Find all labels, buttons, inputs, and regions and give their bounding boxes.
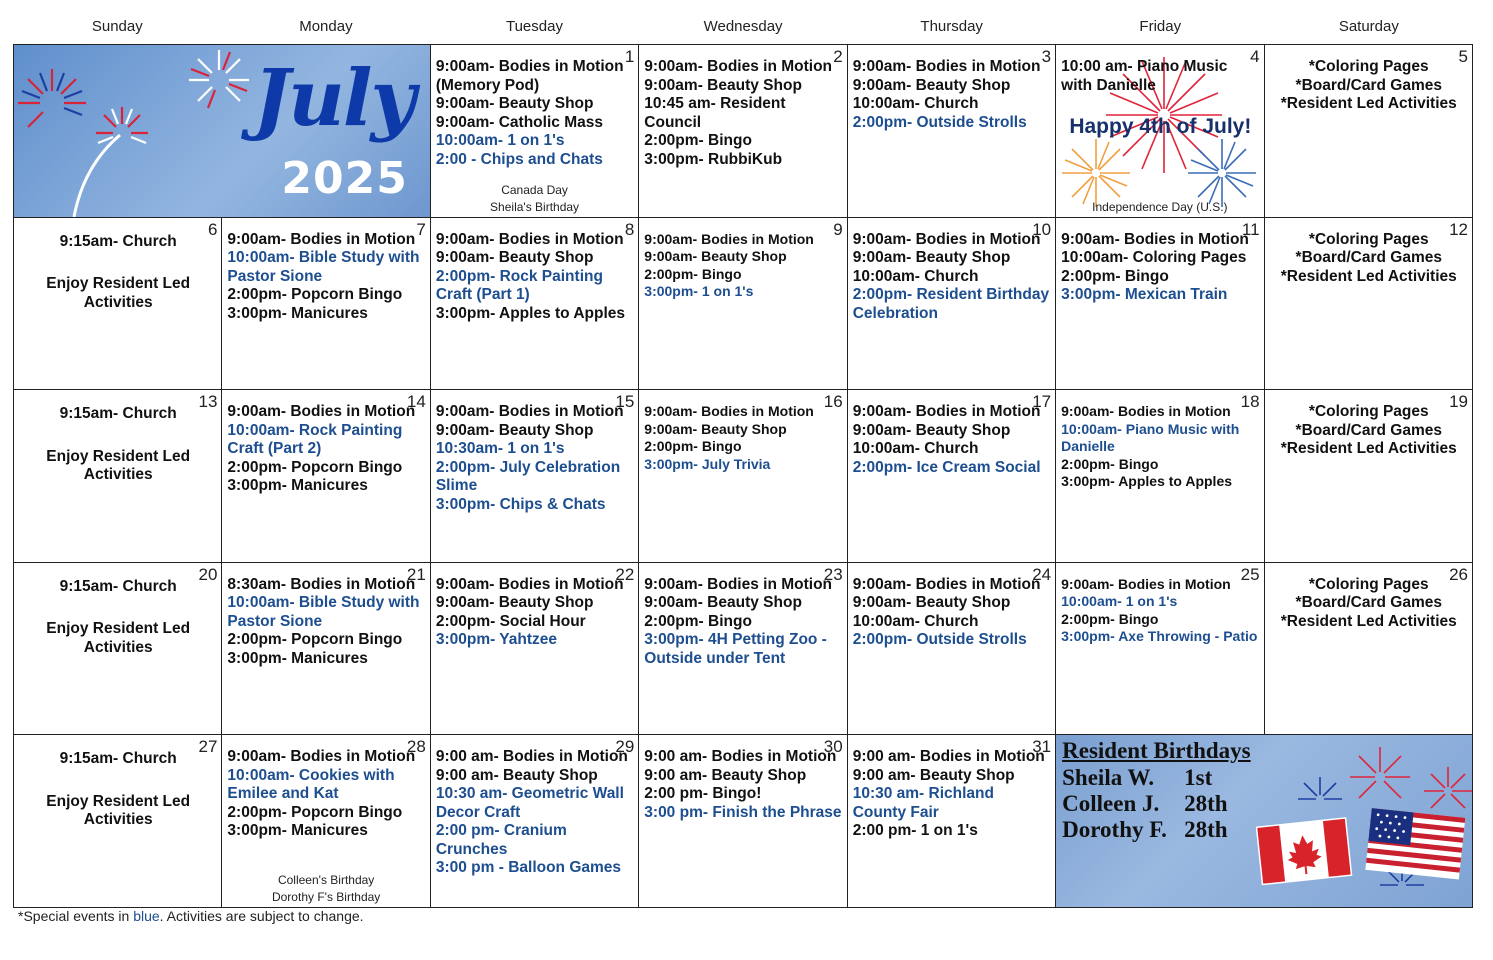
birthday-title: Resident Birthdays: [1062, 738, 1251, 764]
activity: Enjoy Resident Led Activities: [46, 620, 191, 656]
special-event: 10:30am- 1 on 1's: [435, 440, 565, 458]
day-cell: [431, 390, 639, 563]
activity: 9:15am- Church: [59, 750, 177, 768]
day-cell: [222, 390, 430, 563]
day-number: 24: [1032, 564, 1052, 584]
activity: 2:00 pm- Bingo!: [644, 785, 762, 803]
day-cell: [848, 735, 1056, 908]
day-number: 21: [406, 564, 426, 584]
activity: 9:00 am- Bodies in Motion: [852, 748, 1045, 766]
special-event: 2:00pm- Rock Painting Craft (Part 1): [435, 267, 603, 304]
activity: Enjoy Resident Led Activities: [46, 447, 191, 484]
birthday-name: Dorothy F.: [1062, 817, 1167, 843]
activity: 3:00pm- Manicures: [227, 477, 368, 495]
activity-list: [853, 403, 1051, 477]
special-event: 3:00pm- July Trivia: [644, 455, 771, 472]
activity: 9:00am- Bodies in Motion: [227, 748, 416, 766]
activity: 9:00 am- Bodies in Motion: [435, 748, 628, 766]
note-line: Canada Day: [501, 182, 568, 197]
special-event: 3:00pm- Yahtzee: [435, 631, 558, 649]
note-line: Dorothy F's Birthday: [271, 890, 381, 904]
day-number: 12: [1449, 219, 1468, 239]
activity-list: [644, 58, 842, 169]
day-number: 8: [624, 219, 635, 239]
day-cell: [431, 218, 639, 391]
month-title: July: [253, 53, 414, 144]
calendar-grid: [13, 44, 1473, 908]
activity-list: [227, 748, 425, 841]
day-number: 6: [207, 219, 218, 239]
activity: 9:00am- Bodies in Motion: [644, 403, 814, 420]
day-cell: [222, 735, 430, 908]
activity: 9:00 am- Beauty Shop: [852, 766, 1015, 784]
birthday-day: 28th: [1184, 817, 1228, 843]
activity-list: [436, 58, 634, 169]
day-number: 10: [1032, 219, 1052, 239]
note-line: Sheila's Birthday: [490, 199, 580, 214]
activity: 9:15am- Church: [59, 232, 177, 250]
birthday-panel: [1056, 735, 1473, 908]
activity-list: [436, 576, 634, 650]
note-line: Colleen's Birthday: [277, 873, 375, 887]
activity: *Coloring Pages: [1308, 575, 1429, 593]
day-note: [431, 182, 638, 216]
activity: Enjoy Resident Led Activities: [46, 275, 191, 311]
activity: 10:45 am- Resident Council: [644, 95, 786, 131]
activity: *Board/Card Games: [1295, 594, 1442, 612]
special-event: 2:00pm- July Celebration Slime: [435, 458, 621, 495]
activity: 3:00pm- Apples to Apples: [435, 304, 626, 322]
day-number: 4: [1250, 47, 1260, 66]
activity: 9:00am- Bodies in Motion: [852, 230, 1041, 248]
day-number: 30: [823, 737, 843, 757]
day-cell: [639, 563, 847, 736]
activity: 9:00am- Beauty Shop: [852, 421, 1011, 439]
day-cell: [222, 563, 430, 736]
activity: *Coloring Pages: [1308, 58, 1429, 75]
day-number: 26: [1449, 564, 1468, 584]
day-cell: [431, 45, 639, 218]
day-number: 27: [198, 737, 218, 757]
special-event: 3:00pm- Axe Throwing - Patio: [1061, 628, 1258, 645]
birthday-day: 1st: [1184, 765, 1213, 791]
activity: 9:00am- Beauty Shop: [435, 249, 594, 267]
day-cell: [1265, 45, 1473, 218]
day-number: 16: [823, 392, 843, 412]
day-number: 31: [1032, 737, 1052, 757]
day-cell: [639, 218, 847, 391]
day-cell: [848, 390, 1056, 563]
activity: 2:00pm- Bingo: [644, 132, 752, 149]
activity-list: [1061, 231, 1259, 305]
year-title: 2025: [281, 153, 408, 204]
activity: *Resident Led Activities: [1280, 95, 1457, 112]
activity: 9:15am- Church: [59, 577, 177, 595]
special-event: 2:00pm- Ice Cream Social: [852, 458, 1041, 476]
activity: 9:00am- Bodies in Motion: [852, 58, 1041, 75]
day-cell: [639, 390, 847, 563]
day-cell: [14, 390, 222, 563]
day-cell: [1265, 390, 1473, 563]
day-number: 11: [1241, 219, 1260, 239]
activity: 9:00am- Bodies in Motion: [644, 58, 833, 75]
day-number: 2: [833, 47, 843, 66]
activity-list: [436, 748, 634, 878]
activity: 9:00am- Bodies in Motion: [227, 230, 416, 248]
activity: 2:00 pm- 1 on 1's: [852, 822, 978, 840]
activity-list: [227, 403, 425, 496]
day-number: 22: [615, 564, 635, 584]
activity: 2:00pm- Bingo: [644, 438, 742, 455]
activity: 9:00am- Beauty Shop: [852, 76, 1011, 94]
special-event: 10:00am- 1 on 1's: [435, 132, 565, 149]
day-cell: [1056, 563, 1264, 736]
activity: 9:00am- Bodies in Motion: [1061, 230, 1249, 248]
day-number: 17: [1032, 392, 1052, 412]
day-number: 5: [1458, 47, 1468, 66]
fireworks-icon: [14, 45, 274, 217]
special-event: 2:00 pm- Cranium Crunches: [435, 822, 567, 858]
activity: 9:00am- Beauty Shop: [852, 249, 1011, 267]
day-cell: [431, 563, 639, 736]
weekday-label: Saturday: [1338, 18, 1399, 35]
activity: 2:00pm- Social Hour: [435, 612, 586, 630]
birthday-day: 28th: [1184, 791, 1228, 817]
activity-list: [644, 748, 842, 822]
activity: 10:00am- Coloring Pages: [1061, 249, 1247, 267]
day-cell: [1056, 390, 1264, 563]
weekday-label: Friday: [1139, 18, 1182, 35]
day-number: 3: [1041, 47, 1052, 66]
activity: 9:00am- Bodies in Motion: [1061, 575, 1231, 592]
day-note: [1056, 199, 1263, 216]
weekday-label: Wednesday: [703, 18, 783, 35]
activity: 9:00am- Beauty Shop: [435, 95, 594, 112]
activity: *Resident Led Activities: [1280, 440, 1457, 458]
special-event: 3:00pm- Chips & Chats: [435, 495, 606, 513]
day-number: 13: [198, 392, 218, 412]
activity: *Resident Led Activities: [1280, 612, 1457, 630]
day-number: 18: [1240, 392, 1260, 412]
birthday-name: Colleen J.: [1062, 791, 1160, 817]
activity-list: [644, 576, 842, 669]
day-cell: [14, 563, 222, 736]
activity-list: [644, 403, 842, 473]
day-cell: [848, 45, 1056, 218]
day-cell: [639, 45, 847, 218]
activity: *Coloring Pages: [1308, 230, 1429, 248]
special-event: 10:00am- 1 on 1's: [1061, 593, 1178, 610]
special-event: 3:00 pm - Balloon Games: [435, 859, 622, 877]
activity: 9:00am- Beauty Shop: [644, 248, 787, 265]
activity: 9:00am- Bodies in Motion: [852, 575, 1041, 593]
activity: 10:00am- Church: [852, 440, 979, 458]
day-number: 1: [624, 47, 635, 66]
special-event: 3:00pm- 1 on 1's: [644, 283, 754, 300]
activity-list: [853, 58, 1051, 132]
day-number: 28: [406, 737, 426, 757]
canada-flag-icon: [1256, 813, 1356, 889]
day-note: [222, 872, 429, 906]
day-cell: [1056, 45, 1264, 218]
activity: 10:00am- Church: [852, 267, 979, 285]
footer-blue-word: blue: [133, 908, 160, 924]
weekday-label: Thursday: [920, 18, 983, 35]
activity: 9:00am- Bodies in Motion: [435, 403, 624, 421]
activity: 3:00pm- Manicures: [227, 822, 368, 840]
day-number: 23: [823, 564, 843, 584]
activity: 9:00am- Beauty Shop: [435, 421, 594, 439]
activity-list: [436, 231, 634, 324]
special-event: 2:00pm- Outside Strolls: [852, 631, 1027, 649]
month-banner: [14, 45, 431, 218]
day-cell: [848, 218, 1056, 391]
special-event: 2:00pm- Outside Strolls: [852, 113, 1027, 131]
holiday-greeting: Happy 4th of July!: [1069, 115, 1252, 138]
activity: 2:00pm- Bingo: [644, 265, 742, 282]
day-cell: [1056, 218, 1264, 391]
day-number: 15: [615, 392, 635, 412]
activity: 2:00pm- Popcorn Bingo: [227, 631, 403, 649]
activity: 9:00am- Bodies in Motion: [435, 230, 624, 248]
activity-list: [644, 231, 842, 301]
day-number: 29: [615, 737, 635, 757]
activity-list: [1061, 403, 1259, 491]
activity: *Resident Led Activities: [1280, 267, 1457, 285]
footer-text: *Special events in: [18, 908, 134, 924]
day-cell: [14, 735, 222, 908]
day-number: 19: [1449, 392, 1468, 412]
note-line: Independence Day (U.S.): [1092, 199, 1228, 214]
activity: 2:00pm- Bingo: [1061, 267, 1169, 285]
activity: 2:00pm- Popcorn Bingo: [227, 458, 403, 476]
day-number: 20: [198, 564, 218, 584]
activity: 2:00pm- Bingo: [644, 612, 752, 630]
activity: 2:00pm- Popcorn Bingo: [227, 803, 403, 821]
activity: 9:00am- Bodies in Motion: [852, 403, 1041, 421]
weekday-label: Tuesday: [505, 18, 563, 35]
day-number: 9: [833, 219, 843, 239]
activity: 3:00pm- Apples to Apples: [1061, 473, 1233, 490]
day-number: 7: [416, 219, 426, 239]
activity: *Board/Card Games: [1295, 421, 1442, 439]
activity: 9:00am- Beauty Shop: [435, 594, 594, 612]
special-event: 10:00am- Piano Music with Danielle: [1061, 420, 1240, 455]
activity: 9:00am- Bodies in Motion: [644, 575, 833, 593]
special-event: 10:00am- Bible Study with Pastor Sione: [227, 249, 420, 285]
day-number: 25: [1240, 564, 1260, 584]
activity: 9:15am- Church: [59, 405, 177, 423]
footer-note: [18, 908, 364, 924]
activity: 9:00am- Bodies in Motion: [435, 575, 624, 593]
birthday-name: Sheila W.: [1062, 765, 1155, 791]
activity-list: [436, 403, 634, 514]
special-event: 10:30 am- Richland County Fair: [852, 785, 994, 821]
activity: 2:00pm- Bingo: [1061, 610, 1159, 627]
activity: 10:00am- Church: [852, 612, 979, 630]
footer-text: . Activities are subject to change.: [159, 908, 364, 924]
activity-list: [853, 576, 1051, 650]
weekday-header: [13, 18, 1473, 38]
special-event: 10:30 am- Geometric Wall Decor Craft: [435, 785, 624, 821]
special-event: 10:00am- Cookies with Emilee and Kat: [227, 766, 395, 803]
activity: 9:00 am- Beauty Shop: [644, 766, 807, 784]
special-event: 3:00pm- 4H Petting Zoo - Outside under Tent: [644, 631, 827, 667]
special-event: 2:00 - Chips and Chats: [435, 150, 603, 168]
day-cell: [14, 218, 222, 391]
weekday-label: Monday: [299, 18, 353, 35]
weekday-label: Sunday: [91, 18, 143, 35]
activity-list: [1061, 58, 1259, 95]
activity: *Board/Card Games: [1295, 249, 1442, 267]
day-cell: [848, 563, 1056, 736]
activity: 9:00am- Beauty Shop: [644, 420, 787, 437]
activity: 9:00am- Beauty Shop: [644, 594, 802, 612]
activity: 9:00am- Bodies in Motion: [644, 230, 814, 247]
activity: 8:30am- Bodies in Motion: [227, 575, 416, 593]
activity-list: [1061, 576, 1259, 646]
special-event: 10:00am- Rock Painting Craft (Part 2): [227, 421, 403, 458]
activity: *Board/Card Games: [1295, 76, 1442, 94]
special-event: 3:00pm- Mexican Train: [1061, 286, 1228, 304]
day-cell: [1265, 563, 1473, 736]
activity: 9:00am- Catholic Mass: [435, 113, 603, 131]
activity-list: [853, 231, 1051, 324]
us-flag-icon: [1362, 805, 1472, 889]
activity: 3:00pm- RubbiKub: [644, 150, 783, 168]
activity: 3:00pm- Manicures: [227, 649, 368, 667]
special-event: 2:00pm- Resident Birthday Celebration: [852, 286, 1050, 322]
activity: 9:00am- Bodies in Motion: [1061, 403, 1231, 420]
activity: 10:00 am- Piano Music with Danielle: [1061, 58, 1228, 94]
activity: Enjoy Resident Led Activities: [46, 792, 191, 829]
activity-list: [227, 231, 425, 324]
activity: 9:00am- Beauty Shop: [644, 76, 802, 94]
activity: 9:00am- Bodies in Motion (Memory Pod): [435, 58, 624, 94]
activity: 9:00 am- Beauty Shop: [435, 766, 598, 784]
day-cell: [1265, 218, 1473, 391]
activity: 9:00am- Bodies in Motion: [227, 403, 416, 421]
activity: 2:00pm- Bingo: [1061, 455, 1159, 472]
day-cell: [222, 218, 430, 391]
activity: *Coloring Pages: [1308, 403, 1429, 421]
activity: 2:00pm- Popcorn Bingo: [227, 286, 403, 304]
activity-list: [227, 576, 425, 669]
special-event: 3:00 pm- Finish the Phrase: [644, 803, 842, 821]
activity-list: [853, 748, 1051, 841]
special-event: 10:00am- Bible Study with Pastor Sione: [227, 594, 420, 630]
day-cell: [431, 735, 639, 908]
day-number: 14: [406, 392, 426, 412]
activity: 9:00am- Beauty Shop: [852, 594, 1011, 612]
day-cell: [639, 735, 847, 908]
activity: 3:00pm- Manicures: [227, 304, 368, 322]
activity: 9:00 am- Bodies in Motion: [644, 748, 837, 766]
activity: 10:00am- Church: [852, 95, 979, 112]
